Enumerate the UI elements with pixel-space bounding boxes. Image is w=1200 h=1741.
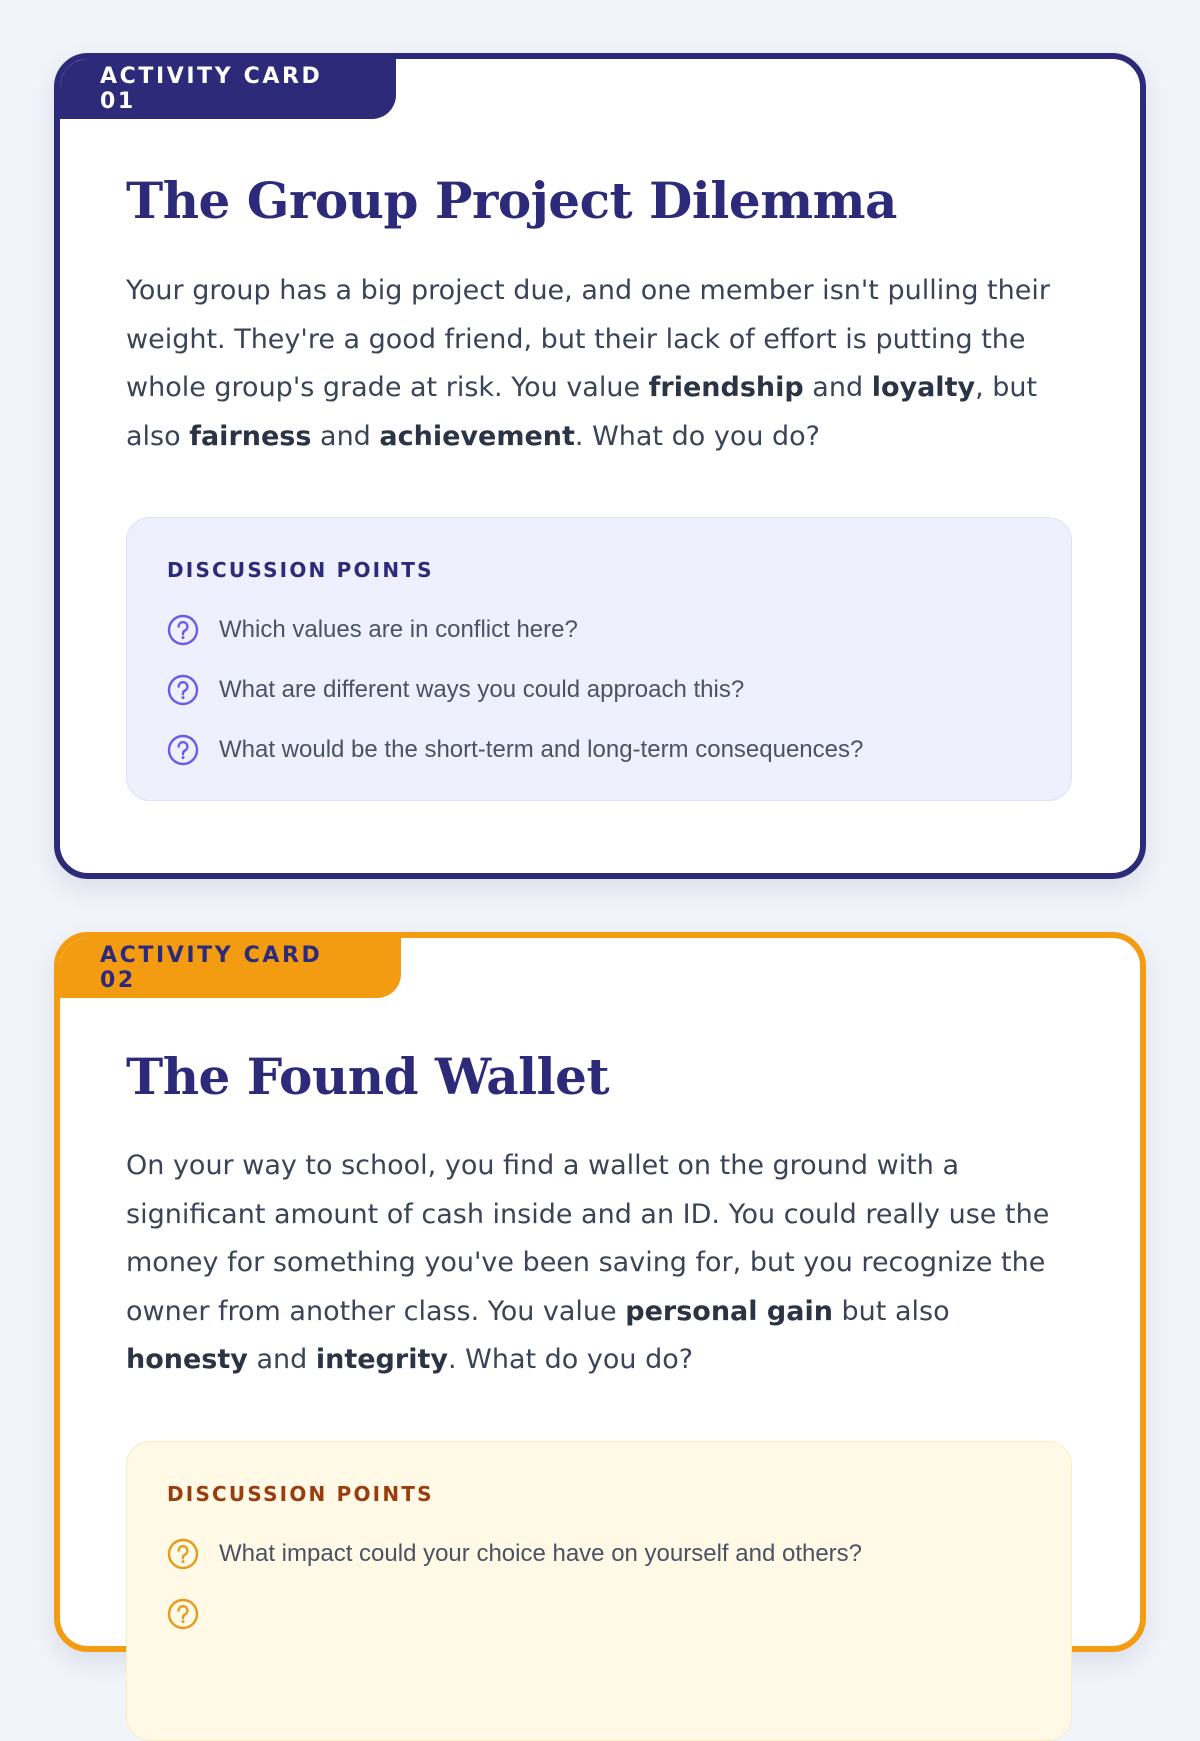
activity-card-description: [126, 267, 1056, 461]
value-keyword: achievement: [379, 420, 575, 452]
value-keyword: loyalty: [871, 372, 976, 403]
discussion-point-text: What would be the short-term and long-term consequences?: [219, 736, 864, 763]
activity-card-2: [54, 932, 1146, 1652]
description-segment: but also: [832, 1295, 950, 1327]
description-segment: . What do you do?: [447, 1344, 694, 1375]
discussion-point-text: Which values are in conflict here?: [219, 616, 578, 643]
activity-card-description: [126, 1142, 1056, 1385]
discussion-point-text: What are different ways you could approach this?: [219, 676, 745, 703]
question-circle-icon: [167, 614, 199, 646]
activity-card-title: The Found Wallet: [126, 1047, 610, 1106]
value-keyword: honesty: [126, 1344, 248, 1375]
discussion-point: [167, 720, 1031, 780]
question-circle-icon: [167, 1538, 199, 1570]
question-circle-icon: [167, 1598, 199, 1630]
value-keyword: personal gain: [625, 1295, 833, 1327]
description-segment: , but also: [126, 372, 1038, 452]
discussion-point: [167, 600, 1031, 660]
discussion-points-box: [126, 1441, 1072, 1741]
activity-card-title: The Group Project Dilemma: [126, 171, 897, 230]
description-segment: On your way to school, you find a wallet on the ground with a significant amount of cash inside and an ID. You could really use the money for something you've been saving for, but you recognize the owner from another class. You value: [126, 1150, 1050, 1327]
description-segment: . What do you do?: [574, 420, 821, 452]
discussion-points-heading: DISCUSSION POINTS: [167, 558, 434, 582]
discussion-point: [167, 1524, 1031, 1584]
activity-card-tab: ACTIVITY CARD 02: [60, 938, 401, 998]
discussion-point-text: What impact could your choice have on yourself and others?: [219, 1540, 863, 1567]
value-keyword: fairness: [189, 420, 312, 452]
activity-card-tab: ACTIVITY CARD 01: [60, 59, 396, 119]
question-circle-icon: [167, 734, 199, 766]
discussion-point: [167, 660, 1031, 720]
discussion-points-heading: DISCUSSION POINTS: [167, 1482, 434, 1506]
value-keyword: integrity: [315, 1344, 448, 1375]
discussion-points-box: [126, 517, 1072, 801]
activity-card-1: [54, 53, 1146, 879]
description-segment: and: [803, 372, 872, 403]
question-circle-icon: [167, 674, 199, 706]
value-keyword: friendship: [648, 372, 804, 403]
description-segment: Your group has a big project due, and one member isn't pulling their weight. They're a good friend, but their lack of effort is putting the whole group's grade at risk. You value: [126, 275, 1050, 403]
description-segment: and: [311, 420, 380, 452]
description-segment: and: [247, 1344, 316, 1375]
discussion-point: [167, 1584, 1031, 1644]
